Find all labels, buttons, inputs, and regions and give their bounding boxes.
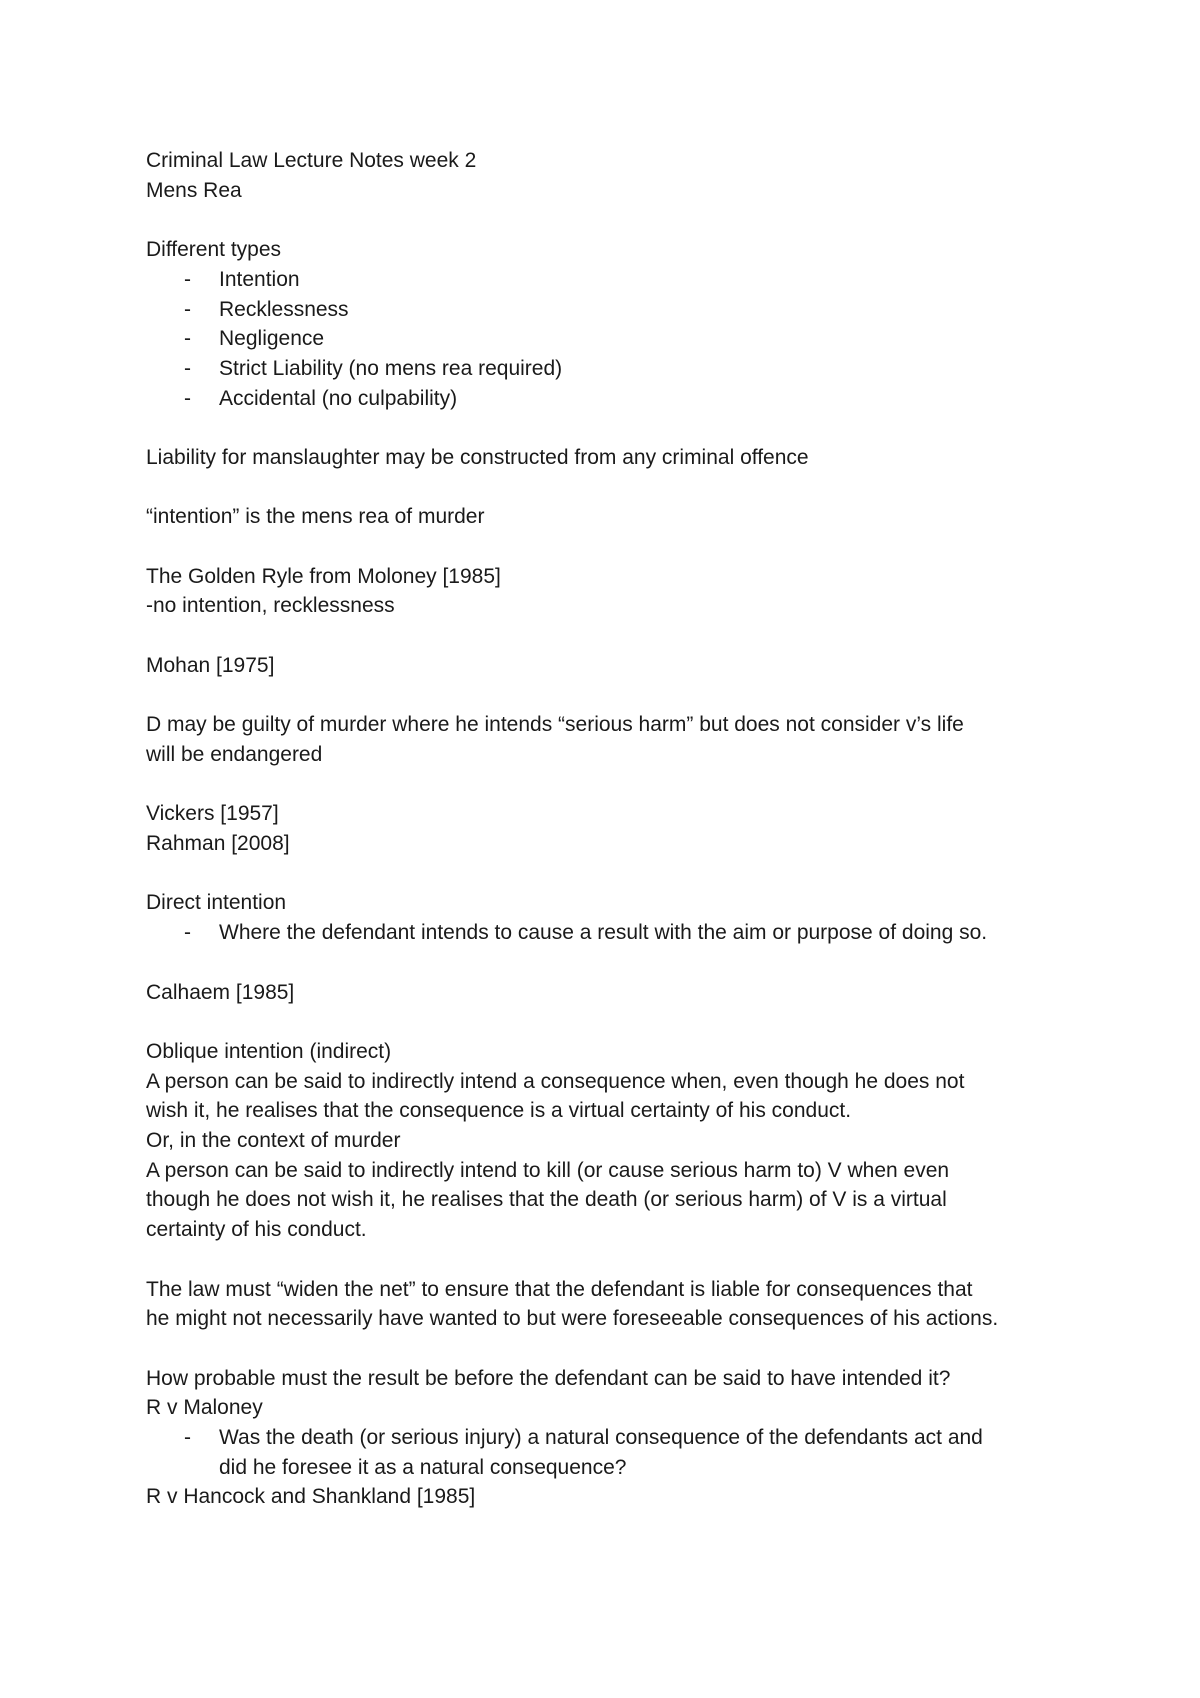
document-title: Criminal Law Lecture Notes week 2 xyxy=(146,149,477,172)
case-calhaem: Calhaem [1985] xyxy=(146,980,295,1004)
lecture-notes-page xyxy=(146,146,1086,1512)
spacer xyxy=(146,205,1086,235)
widen-net-paragraph-line: The law must “widen the net” to ensure that the defendant is liable for consequences that xyxy=(146,1277,973,1301)
golden-rule-note: -no intention, recklessness xyxy=(146,594,395,618)
golden-rule-heading: The Golden Ryle from Moloney [1985] xyxy=(146,564,501,588)
case-mohan: Mohan [1975] xyxy=(146,653,275,677)
spacer xyxy=(146,532,1086,562)
spacer xyxy=(146,1245,1086,1275)
bullet-dash: - xyxy=(184,1426,191,1450)
maloney-list xyxy=(146,1423,1086,1453)
bullet-dash: - xyxy=(184,327,191,351)
widen-net-paragraph-line: he might not necessarily have wanted to but were foreseeable consequences of his actions. xyxy=(146,1307,999,1331)
spacer xyxy=(146,1334,1086,1364)
spacer xyxy=(146,859,1086,889)
oblique-paragraph-line: certainty of his conduct. xyxy=(146,1218,367,1242)
bullet-dash: - xyxy=(184,267,191,291)
list-item xyxy=(146,384,1086,414)
list-item xyxy=(146,295,1086,325)
document-subtitle: Mens Rea xyxy=(146,178,242,202)
list-item xyxy=(146,265,1086,295)
spacer xyxy=(146,473,1086,503)
intention-murder-note: “intention” is the mens rea of murder xyxy=(146,505,485,529)
list-item-text: Intention xyxy=(219,267,300,291)
spacer xyxy=(146,621,1086,651)
serious-harm-paragraph-line: D may be guilty of murder where he intends “serious harm” but does not consider v’s life xyxy=(146,713,964,737)
bullet-dash: - xyxy=(184,386,191,410)
list-item xyxy=(146,918,1086,948)
case-hancock-shankland: R v Hancock and Shankland [1985] xyxy=(146,1485,476,1509)
list-item-text: Was the death (or serious injury) a natural consequence of the defendants act and xyxy=(219,1426,983,1450)
spacer xyxy=(146,1007,1086,1037)
spacer xyxy=(146,681,1086,711)
list-item xyxy=(146,1423,1086,1453)
spacer xyxy=(146,948,1086,978)
oblique-paragraph-line: Or, in the context of murder xyxy=(146,1129,401,1153)
direct-intention-heading: Direct intention xyxy=(146,891,287,915)
list-item xyxy=(146,354,1086,384)
list-item-continuation: did he foresee it as a natural consequence? xyxy=(219,1455,627,1479)
list-item-text: Recklessness xyxy=(219,297,349,321)
bullet-dash: - xyxy=(184,921,191,945)
list-item-text: Accidental (no culpability) xyxy=(219,386,458,410)
list-item-text: Strict Liability (no mens rea required) xyxy=(219,356,563,380)
bullet-dash: - xyxy=(184,356,191,380)
oblique-intention-heading: Oblique intention (indirect) xyxy=(146,1039,392,1063)
spacer xyxy=(146,770,1086,800)
bullet-dash: - xyxy=(184,297,191,321)
probability-question: How probable must the result be before the defendant can be said to have intended it? xyxy=(146,1366,951,1390)
direct-intention-list xyxy=(146,918,1086,948)
manslaughter-note: Liability for manslaughter may be constructed from any criminal offence xyxy=(146,446,809,469)
case-rahman: Rahman [2008] xyxy=(146,832,290,856)
oblique-paragraph-line: A person can be said to indirectly intend to kill (or cause serious harm to) V when even xyxy=(146,1158,950,1182)
list-item xyxy=(146,324,1086,354)
types-list xyxy=(146,265,1086,414)
list-item-text: Negligence xyxy=(219,327,325,351)
case-maloney: R v Maloney xyxy=(146,1396,263,1420)
oblique-paragraph-line: though he does not wish it, he realises that the death (or serious harm) of V is a virtual xyxy=(146,1188,947,1212)
oblique-paragraph-line: A person can be said to indirectly intend a consequence when, even though he does not xyxy=(146,1069,965,1093)
list-item-text: Where the defendant intends to cause a result with the aim or purpose of doing so. xyxy=(219,921,988,945)
spacer xyxy=(146,413,1086,443)
serious-harm-paragraph-line: will be endangered xyxy=(146,742,323,766)
case-vickers: Vickers [1957] xyxy=(146,802,279,826)
types-heading: Different types xyxy=(146,238,282,262)
oblique-paragraph-line: wish it, he realises that the consequence is a virtual certainty of his conduct. xyxy=(146,1099,852,1123)
